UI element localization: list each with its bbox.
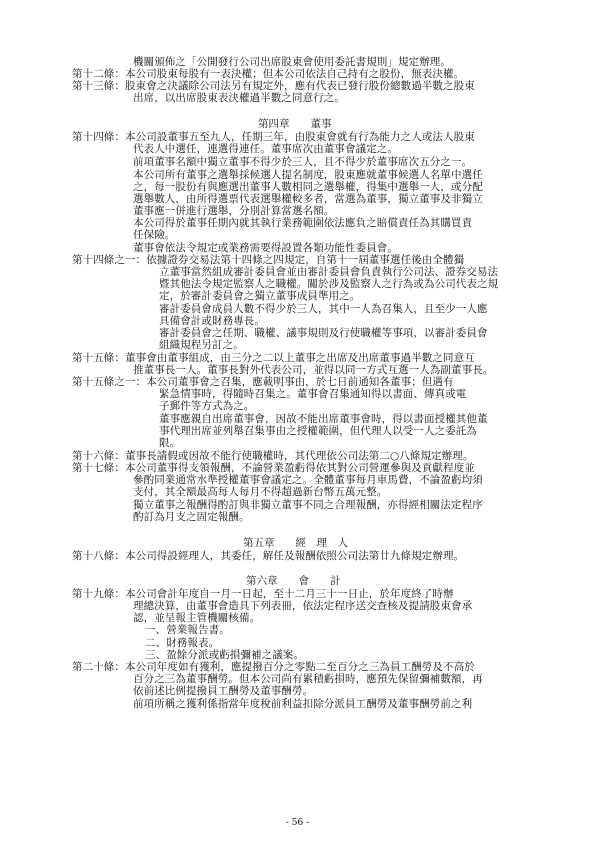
text-line: 二、財務報表。 [145,637,220,649]
text-line: 理總決算，由董事會造具下列表冊，依法定程序送交查核及提請股東會承 [133,600,473,612]
text-line: 第十八條：本公司得設經理人，其委任，解任及報酬依照公司法第廿九條規定辦理。 [72,550,465,562]
text-line: 參酌同業通常水準授權董事會議定之。全體董事每月車馬費，不論盈虧均須 [133,474,483,486]
text-line: 緊急情事時，得隨時召集之。董事會召集通知得以書面、傳真或電 [159,388,467,400]
text-line: 依前述比例提撥員工酬勞及董事酬勞。 [133,685,314,697]
text-line: 第十五條：董事會由董事組成，由三分之二以上董事之出席及出席董事過半數之同意互 [72,352,475,364]
text-line: 組織規程另訂之。 [159,339,244,351]
text-line: 本公司所有董事之選舉採候選人提名制度，股東應就董事候選人名單中選任 [133,169,483,181]
text-line: 董事應親自出席董事會，因故不能出席董事會時，得以書面授權其他董 [159,413,488,425]
text-line: 百分之三為董事酬勞。但本公司尚有累積虧損時，應預先保留彌補數額，再 [133,673,483,685]
text-line: 第十九條：本公司會計年度自一月一日起，至十二月三十一日止，於年度終了時辦 [72,588,454,600]
text-line: 酌訂為月支之固定報酬。 [133,511,250,523]
text-line: 具備會計或財務專長。 [159,315,265,327]
text-line: 第二十條：本公司年度如有獲利，應提撥百分之零點二至百分之三為員工酬勞及不高於 [72,661,475,673]
text-line: 出席，以出席股東表決權過半數之同意行之。 [133,92,345,104]
text-line: 第十二條：本公司股東每股有一表決權；但本公司依法自己持有之股份，無表決權。 [72,68,465,80]
text-line: 任保險。 [133,229,176,241]
chapter-heading: 第四章 董事 [258,118,332,130]
text-line: 支付，其全額最高每人每月不得超過新台幣五萬元整。 [133,486,388,498]
text-line: 前項所稱之獲利係指當年度稅前利益扣除分派員工酬勞及董事酬勞前之利 [133,698,473,710]
text-line: 限。 [159,437,181,449]
text-line: 一、營業報告書。 [145,624,230,636]
text-line: 選舉數人，由所得選票代表選舉權較多者，當選為董事，獨立董事及非獨立 [133,193,483,205]
text-line: 代表人中選任，連選得連任。董事席次由董事會議定之。 [133,143,398,155]
text-line: 董事會依法令規定或業務需要得設置各類功能性委員會。 [133,242,398,254]
text-line: 前項董事名額中獨立董事不得少於三人，且不得少於董事席次五分之一。 [133,156,473,168]
text-line: 定，於審計委員會之獨立董事成員準用之。 [159,290,361,302]
text-line: 認，並呈報主管機關核備。 [133,612,261,624]
text-line: 審計委員會之任期、職權、議事規則及行使職權等事項，以審計委員會 [159,327,488,339]
text-line: 第十六條：董事長請假或因故不能行使職權時，其代理依公司法第二○八條規定辦理。 [72,450,474,462]
text-line: 立董事當然組成審計委員會並由審計委員會負責執行公司法、證券交易法 [159,266,499,278]
text-line: 子郵件等方式為之。 [159,400,255,412]
text-line: 本公司得於董事任期內就其執行業務範圍依法應負之賠償責任為其購買責 [133,217,473,229]
text-line: 三、盈餘分派或虧損彌補之議案。 [145,649,304,661]
text-line: 之，每一股份有與應選出董事人數相同之選舉權，得集中選舉一人，或分配 [133,181,483,193]
text-line: 董事應一併進行選舉，分別計算當選名額。 [133,205,335,217]
text-line: 審計委員會成員人數不得少於三人，其中一人為召集人，且至少一人應 [159,303,488,315]
text-line: 暨其他法令規定監察人之職權。關於涉及監察人之行為或為公司代表之規 [159,278,499,290]
text-line: 第十四條：本公司設董事五至九人，任期三年，由股東會就有行為能力之人或法人股東 [72,131,475,143]
text-line: 推董事長一人。董事長對外代表公司，並得以同一方式互選一人為副董事長。 [133,364,494,376]
text-line: 第十三條：股東會之決議除公司法另有規定外，應有代表已發行股份總數過半數之股東 [72,80,475,92]
text-line: 第十五條之一：本公司董事會之召集，應載明事由，於七日前通知各董事；但遇有 [72,376,454,388]
chapter-heading: 第六章 會 計 [246,575,341,587]
text-line: 第十四條之一：依據證券交易法第十四條之四規定，自第十一屆董事選任後由全體獨 [72,254,465,266]
text-line: 事代理出席並列舉召集事由之授權範圍，但代理人以受一人之委託為 [159,425,477,437]
chapter-heading: 第五章 經 理 人 [243,537,348,549]
page-number: - 56 - [285,818,310,828]
text-line: 機關頒佈之「公開發行公司出席股東會使用委託書規則」規定辦理。 [133,56,451,68]
text-line: 第十七條：本公司董事得支領報酬，不論營業盈虧得依其對公司營運參與及貢獻程度並 [72,462,475,474]
text-line: 獨立董事之報酬得酌訂與非獨立董事不同之合理報酬，亦得經相關法定程序 [133,499,483,511]
